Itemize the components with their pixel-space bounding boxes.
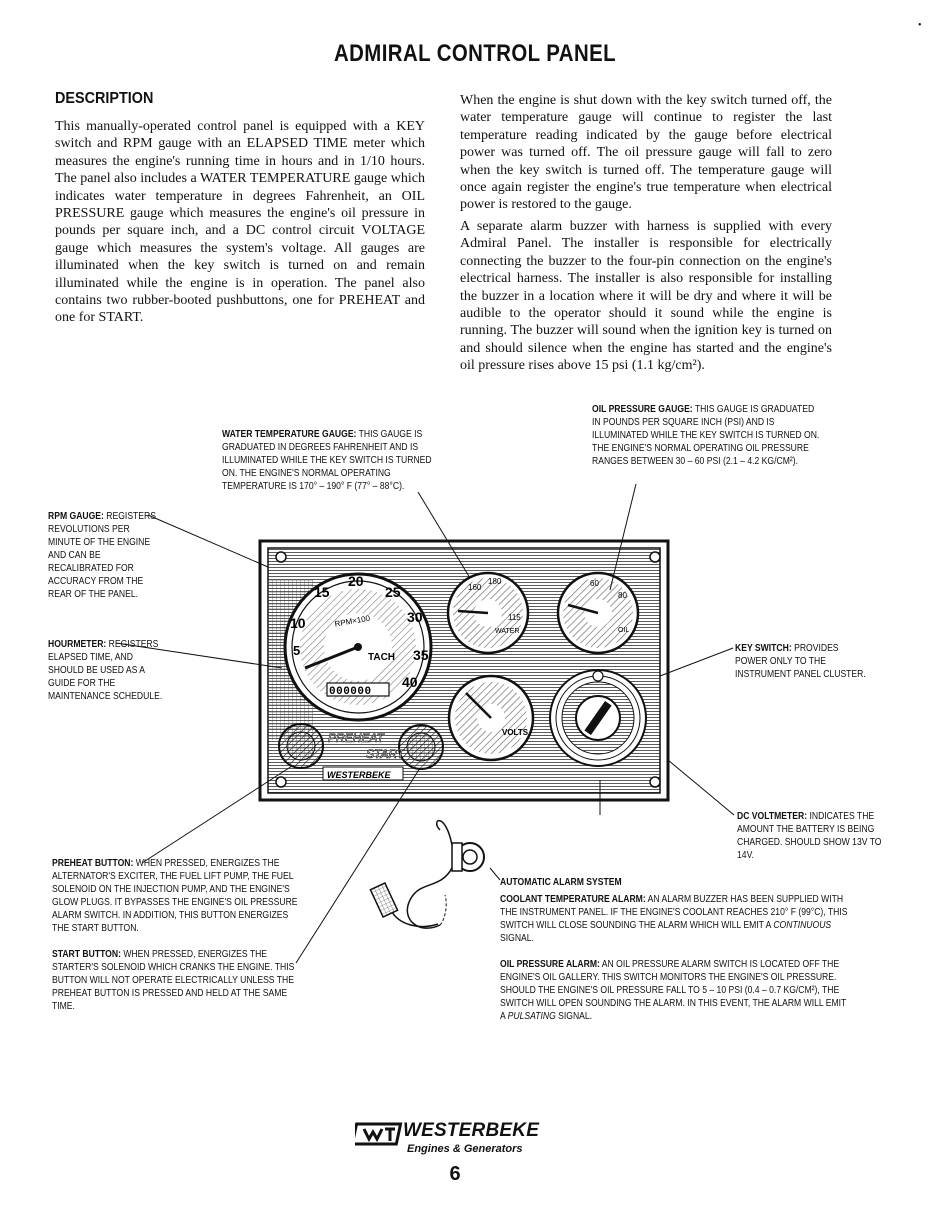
panel-screw	[650, 552, 660, 562]
tach-unit: RPM×100	[333, 613, 371, 629]
callout-water-temperature: WATER TEMPERATURE GAUGE: THIS GAUGE IS GRADUATED IN DEGREES FAHRENHEIT AND IS ILLUMINATED WHILE THE KEY SWITCH IS TURNED ON. THE ENGINE'S NORMAL OPERATING TEMPERATURE IS 170° – 190° F (77° – 88°C).	[222, 429, 432, 492]
westerbeke-logo	[355, 1120, 585, 1160]
callout-dc-voltmeter: DC VOLTMETER: INDICATES THE AMOUNT THE BATTERY IS BEING CHARGED. SHOULD SHOW 13V TO 14V.	[737, 811, 882, 861]
alarm-buzzer	[407, 821, 484, 929]
preheat-button	[279, 724, 323, 768]
volts-label: VOLTS	[502, 728, 529, 737]
oil-pressure-gauge	[558, 573, 638, 653]
tach-tick: 10	[290, 615, 306, 631]
callout-coolant-alarm: COOLANT TEMPERATURE ALARM: AN ALARM BUZZER HAS BEEN SUPPLIED WITH THE INSTRUMENT PANEL. IF THE ENGINE'S COOLANT REACHES 210° F (99°C), THIS SWITCH WILL CLOSE SOUNDING THE ALARM WHICH WILL EMIT A CONTINUOUS SIGNAL.	[500, 894, 848, 944]
key-switch	[550, 670, 646, 766]
page-number: 6	[449, 1163, 461, 1185]
callout-rpm: RPM GAUGE: REGISTERS REVOLUTIONS PER MINUTE OF THE ENGINE AND CAN BE RECALIBRATED FOR ACCURACY FROM THE REAR OF THE PANEL.	[48, 511, 156, 600]
tach-tick: 35	[413, 647, 429, 663]
water-number: 115	[508, 613, 521, 622]
tach-tick: 30	[407, 609, 423, 625]
callout-hourmeter: HOURMETER: REGISTERS ELAPSED TIME, AND SHOULD BE USED AS A GUIDE FOR THE MAINTENANCE SCHEDULE.	[48, 639, 163, 702]
description-heading: DESCRIPTION	[55, 90, 154, 107]
water-number: 180	[488, 577, 502, 586]
callout-preheat-button: PREHEAT BUTTON: WHEN PRESSED, ENERGIZES THE ALTERNATOR'S EXCITER, THE FUEL LIFT PUMP, THE FUEL SOLENOID ON THE INJECTION PUMP, AND THE ENGINE'S GLOW PLUGS. IT BYPASSES THE ENGINE'S OIL PRESSURE ALARM SWITCH. IN ADDITION, THIS BUTTON ENERGIZES THE START BUTTON.	[52, 858, 298, 934]
speck: •	[918, 20, 922, 31]
brand-plate-text: WESTERBEKE	[327, 770, 391, 780]
harness-connector	[370, 883, 438, 926]
callout-start-button: START BUTTON: WHEN PRESSED, ENERGIZES THE STARTER'S SOLENOID WHICH CRANKS THE ENGINE. THIS BUTTON WILL NOT OPERATE ELECTRICALLY UNLESS THE PREHEAT BUTTON IS PRESSED AND HELD AT THE SAME TIME.	[52, 949, 295, 1012]
water-number: 160	[468, 583, 482, 592]
water-temperature-gauge	[448, 573, 528, 653]
tachometer	[285, 573, 431, 720]
description-paragraph-right-2: A separate alarm buzzer with harness is supplied with every Admiral Panel. The installer is responsible for electrically connecting the buzzer to the four-pin connection on the engine's electrical harness. The installer is also responsible for installing the buzzer in a location where it will be dry and where it will be audible to the operator should it sound while the engine is running. The buzzer will sound when the ignition key is turned on and should silence when the engine has started and the engine's oil pressure rises above 15 psi (1.1 kg/cm²).	[460, 219, 832, 374]
start-button	[399, 725, 443, 769]
start-label: START	[366, 747, 405, 761]
preheat-label: PREHEAT	[328, 731, 384, 745]
tach-label: TACH	[368, 652, 396, 663]
footer-tagline: Engines & Generators	[407, 1143, 523, 1155]
panel-screw	[650, 777, 660, 787]
tach-tick: 40	[402, 674, 418, 690]
tach-tick: 5	[293, 643, 301, 658]
dc-voltmeter-gauge	[449, 676, 533, 760]
alarm-system-heading: AUTOMATIC ALARM SYSTEM	[500, 877, 622, 888]
page-title: ADMIRAL CONTROL PANEL	[333, 40, 617, 67]
callout-key-switch: KEY SWITCH: PROVIDES POWER ONLY TO THE INSTRUMENT PANEL CLUSTER.	[735, 643, 866, 680]
oil-label: OIL	[618, 627, 630, 634]
water-label: WATER	[495, 628, 520, 635]
hourmeter-digits: 000000	[329, 686, 372, 698]
panel-screw	[276, 777, 286, 787]
footer-brand: WESTERBEKE	[403, 1120, 540, 1141]
description-paragraph-right-1: When the engine is shut down with the key switch turned off, the water temperature gauge will continue to register the last temperature reading indicated by the gauge before electrical power was turned off. The oil pressure gauge will fall to zero when the key switch is turned off. The temperature gauge will once again register the engine's true temperature when electrical power is restored to the gauge.	[460, 93, 832, 213]
description-paragraph-left: This manually-operated control panel is equipped with a KEY switch and RPM gauge with an ELAPSED TIME meter which measures the engine's running time in hours and in 1/10 hours. The panel also includes a WATER TEMPERATURE gauge which indicates water temperature in degrees Fahrenheit, an OIL PRESSURE gauge which measures the engine's oil pressure in pounds per square inch, and a DC control circuit VOLTAGE gauge which measures the system's voltage. All gauges are illuminated when the key switch is turned on and remain illuminated while the engine is in operation. The panel also contains two rubber-booted pushbuttons, one for PREHEAT and one for START.	[55, 119, 425, 326]
oil-number: 80	[618, 591, 627, 600]
callout-oil-pressure: OIL PRESSURE GAUGE: THIS GAUGE IS GRADUATED IN POUNDS PER SQUARE INCH (PSI) AND IS ILLUMINATED WHILE THE KEY SWITCH IS TURNED ON. THE ENGINE'S NORMAL OPERATING OIL PRESSURE RANGES BETWEEN 30 – 60 PSI (2.1 – 4.2 KG/CM²).	[592, 404, 820, 467]
tach-tick: 25	[385, 584, 401, 600]
tach-tick: 20	[348, 573, 364, 589]
oil-number: 60	[590, 579, 599, 588]
panel-screw	[276, 552, 286, 562]
tach-tick: 15	[314, 584, 330, 600]
callout-oil-pressure-alarm: OIL PRESSURE ALARM: AN OIL PRESSURE ALARM SWITCH IS LOCATED OFF THE ENGINE'S OIL GALLERY. THIS SWITCH MONITORS THE ENGINE'S OIL PRESSURE. SHOULD THE ENGINE'S OIL PRESSURE FALL TO 5 – 10 PSI (0.4 – 0.7 KG/CM²), THE SWITCH WILL OPEN SOUNDING THE ALARM. IN THIS EVENT, THE ALARM WILL EMIT A PULSATING SIGNAL.	[500, 959, 847, 1022]
